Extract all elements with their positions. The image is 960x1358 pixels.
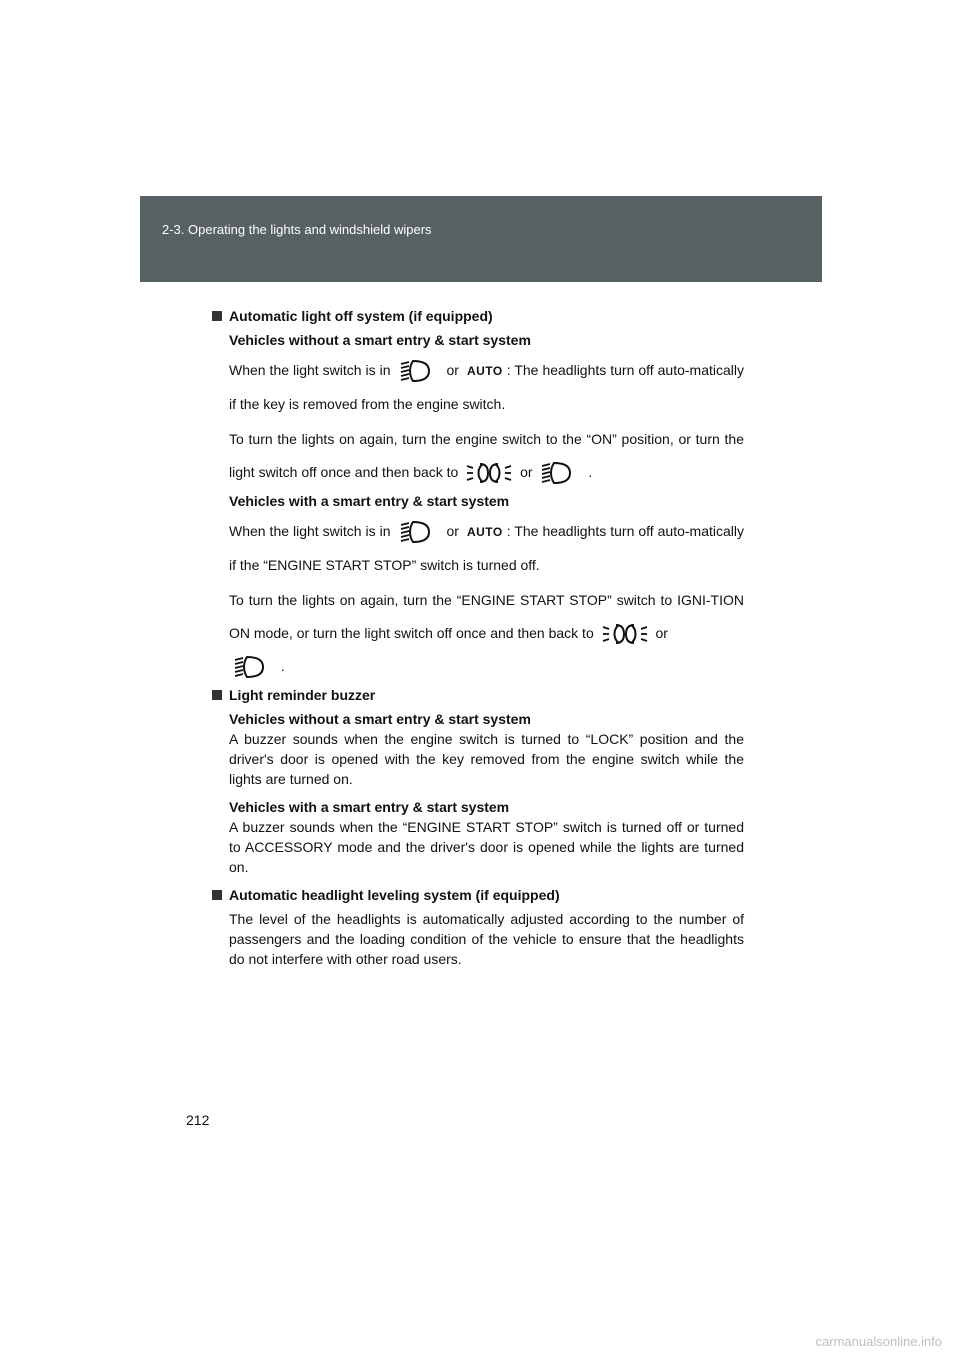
subheading-with-smart-entry: Vehicles with a smart entry & start system — [229, 492, 510, 509]
auto-icon: AUTO — [466, 524, 503, 539]
paragraph: When the light switch is in or AUTO : The headlights turn off auto-matically if the “ENGINE START STOP” switch is turned off. — [229, 515, 744, 582]
square-bullet-icon — [212, 311, 222, 321]
headlight-icon — [399, 358, 439, 384]
headlight-icon — [540, 460, 580, 486]
subheading-without-smart-entry: Vehicles without a smart entry & start system — [229, 710, 531, 727]
paragraph: To turn the lights on again, turn the “ENGINE START STOP” switch to IGNI-TION ON mode, or turn the light switch off once and then back to or . — [229, 584, 744, 683]
square-bullet-icon — [212, 890, 222, 900]
watermark: carmanualsonline.info — [815, 1334, 942, 1349]
page-number: 212 — [186, 1112, 210, 1128]
section-heading-light-reminder: Light reminder buzzer — [212, 685, 744, 705]
headlight-icon — [399, 519, 439, 545]
chapter-title: 2-3. Operating the lights and windshield wipers — [162, 222, 432, 237]
paragraph: The level of the headlights is automatically adjusted according to the number of passengers and the loading condition of the vehicle to ensure that the headlights do not interfere with other road users. — [229, 910, 744, 967]
paragraph: When the light switch is in or AUTO : The headlights turn off auto-matically if the key is removed from the engine switch. — [229, 354, 744, 421]
auto-icon: AUTO — [466, 363, 503, 378]
headlight-icon — [233, 654, 273, 680]
page-content — [212, 306, 744, 977]
paragraph: A buzzer sounds when the “ENGINE START STOP” switch is turned off or turned to ACCESSORY mode and the driver's door is opened while the lights are turned on. — [229, 818, 744, 875]
parking-light-icon — [466, 460, 512, 486]
section-body-auto-light-off — [212, 330, 744, 683]
subheading-without-smart-entry: Vehicles without a smart entry & start system — [229, 332, 531, 348]
paragraph: To turn the lights on again, turn the engine switch to the “ON” position, or turn the light switch off once and then back to or . — [229, 423, 744, 489]
chapter-header — [140, 196, 822, 282]
section-body-light-reminder — [212, 709, 744, 877]
subheading-with-smart-entry: Vehicles with a smart entry & start system — [229, 798, 510, 815]
section-heading-headlight-leveling: Automatic headlight leveling system (if equipped) — [212, 885, 744, 905]
section-body-headlight-leveling — [212, 909, 744, 969]
square-bullet-icon — [212, 690, 222, 700]
paragraph: A buzzer sounds when the engine switch is turned to “LOCK” position and the driver's door is opened with the key removed from the engine switch while the lights are turned on. — [229, 730, 744, 787]
section-heading-auto-light-off: Automatic light off system (if equipped) — [212, 306, 744, 326]
parking-light-icon — [602, 621, 648, 647]
